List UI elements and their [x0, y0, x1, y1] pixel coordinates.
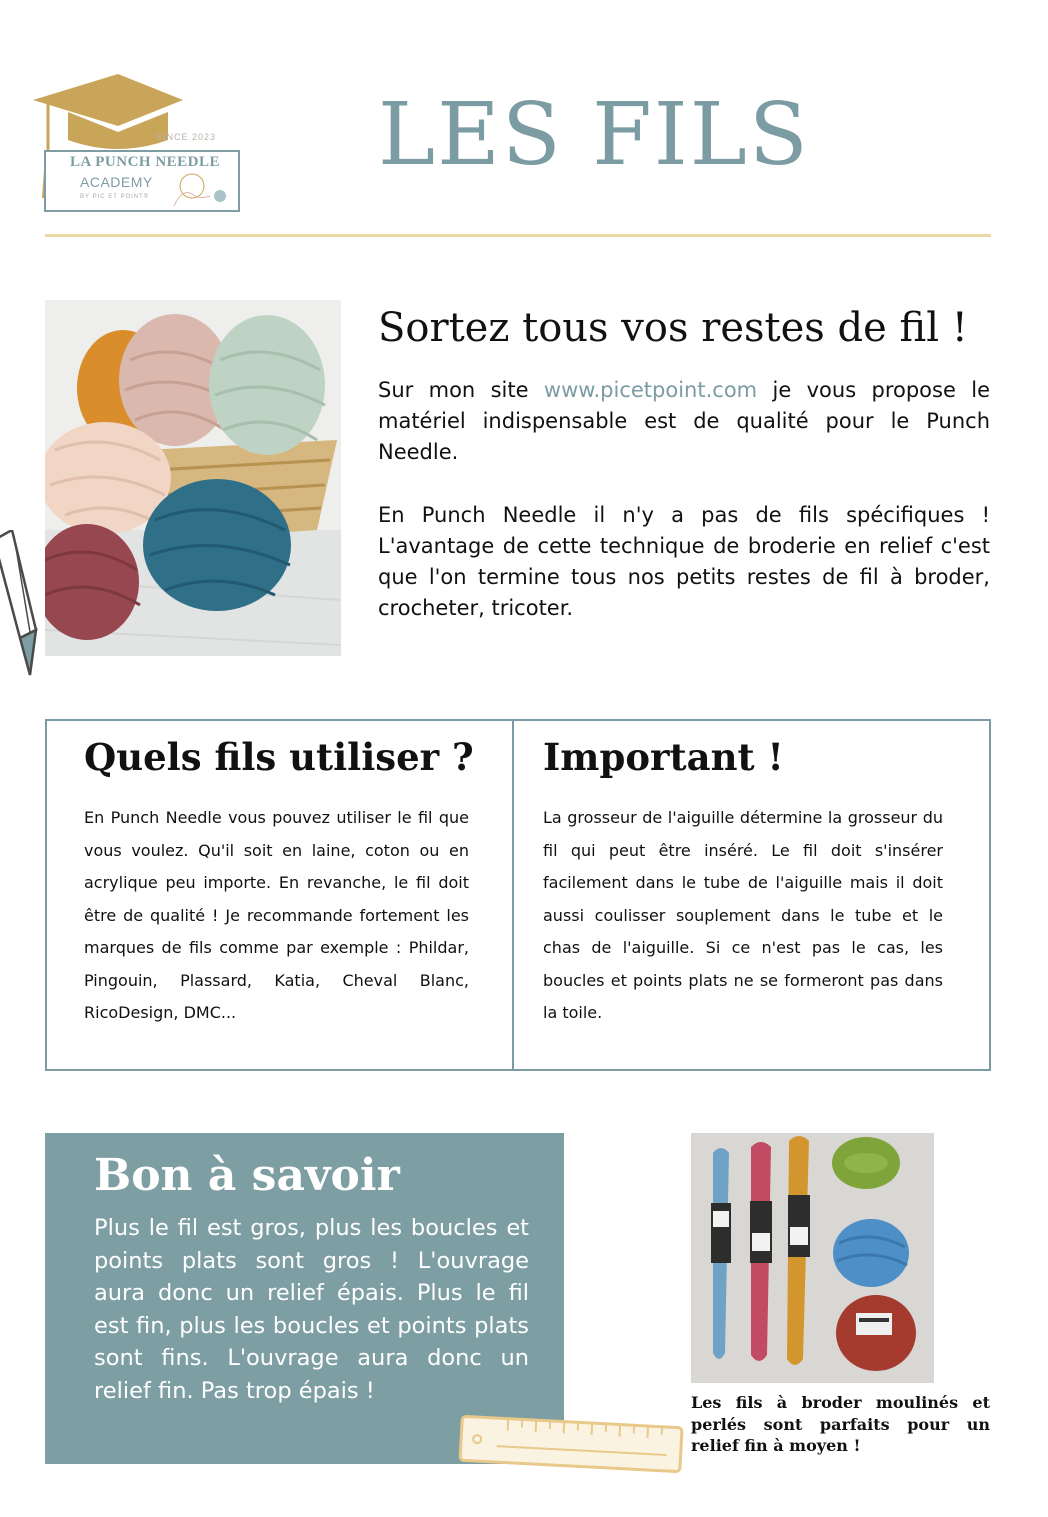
which-threads-text: En Punch Needle vous pouvez utiliser le fil que vous voulez. Qu'il soit en laine, coton ou en acrylique peu importe. En revanche, le fil doit être de qualité ! Je recommande fortement les marques de fils comme par exemple : Phildar, Pingouin, Plassard, Katia, Cheval Blanc, RicoDesign, DMC...: [84, 808, 469, 1022]
good-to-know-heading: Bon à savoir: [94, 1150, 400, 1201]
intro-paragraph-1: [378, 375, 990, 468]
important-text: La grosseur de l'aiguille détermine la grosseur du fil qui peut être inséré. Le fil doit s'insérer facilement dans le tube de l'aiguille mais il doit aussi coulisser souplement dans le tube et le chas de l'aiguille. Si ce n'est pas le cas, les boucles et points plats ne se formeront pas dans la toile.: [543, 808, 943, 1022]
academy-logo: [30, 70, 245, 215]
ruler-icon: [457, 1410, 685, 1480]
pencil-icon: [0, 530, 40, 680]
logo-byline: BY PIC ET POINT®: [80, 194, 150, 200]
info-box-divider: [512, 719, 514, 1071]
logo-name: LA PUNCH NEEDLE: [70, 154, 221, 170]
which-threads-heading: Quels fils utiliser ?: [84, 735, 474, 779]
logo-since: SINCE 2023: [156, 132, 217, 142]
embroidery-threads-photo: [691, 1133, 934, 1383]
site-link[interactable]: www.picetpoint.com: [543, 378, 758, 402]
intro-paragraph-2: En Punch Needle il n'y a pas de fils spécifiques ! L'avantage de cette technique de broderie en relief c'est que l'on termine tous nos petits restes de fil à broder, crocheter, tricoter.: [378, 503, 990, 620]
intro-heading: Sortez tous vos restes de fil !: [378, 305, 968, 351]
header-divider: [45, 234, 991, 237]
page-title: LES FILS: [378, 85, 810, 185]
hoop-sketch-icon: [170, 168, 230, 208]
important-heading: Important !: [543, 735, 784, 779]
good-to-know-text: Plus le fil est gros, plus les boucles et points plats sont gros ! L'ouvrage aura donc un relief épais. Plus le fil est fin, plus les boucles et points plats sont fins. L'ouvrage aura donc un relief fin. Pas trop épais !: [94, 1215, 529, 1404]
logo-academy: ACADEMY: [80, 174, 153, 190]
yarn-balls-photo: [45, 300, 341, 656]
threads-photo-caption: Les fils à broder moulinés et perlés sont parfaits pour un relief fin à moyen !: [691, 1393, 990, 1455]
intro-p1-end: je vous propose le matériel indispensable est de qualité pour le Punch Needle.: [378, 378, 990, 464]
intro-p1-start: Sur mon site: [378, 378, 544, 402]
